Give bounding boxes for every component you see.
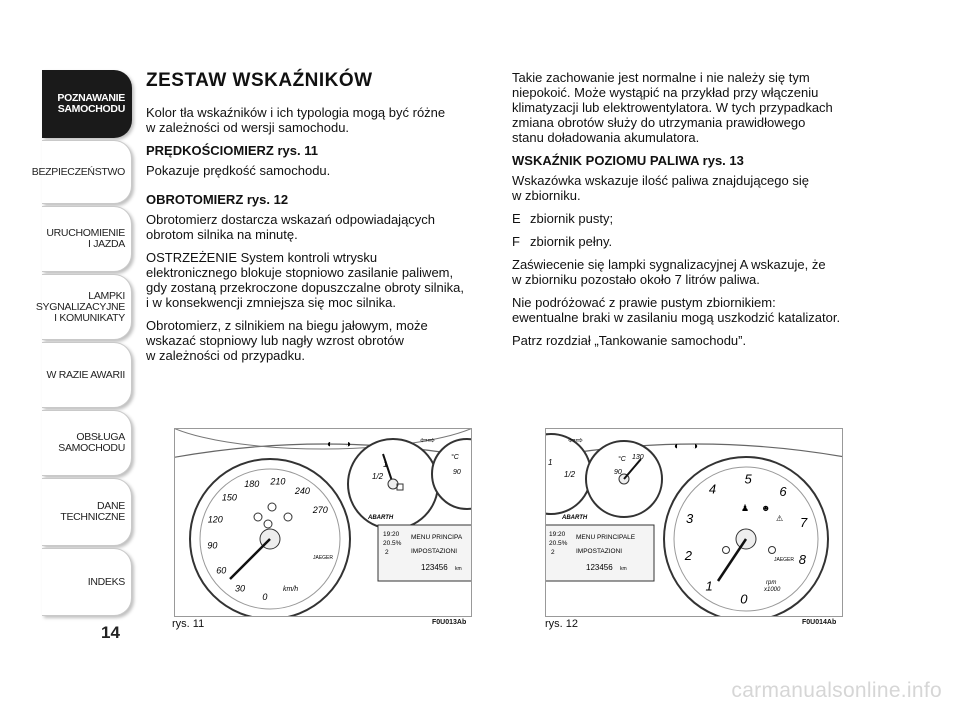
dial-tick-label: 210 <box>270 476 286 487</box>
display-time: 19:20 <box>549 531 566 538</box>
dial-tick-label: 8 <box>798 551 806 567</box>
speed-unit: km/h <box>283 586 299 593</box>
dial-tick-label: 0 <box>740 591 748 607</box>
fuel-scale-label: 1 <box>548 458 553 467</box>
fuel-gauge-heading: WSKAŹNIK POZIOMU PALIWA rys. 13 <box>512 153 744 168</box>
tab-uruchomienie-i-jazda[interactable]: URUCHOMIENIE I JAZDA <box>42 206 132 272</box>
list-item-empty <box>512 211 882 226</box>
figure-code: F0U014Ab <box>802 619 837 626</box>
maker-label: JAEGER <box>313 555 334 561</box>
light-indicator-icon: ◐ <box>327 439 334 450</box>
fuel-scale-label: 1/2 <box>564 470 576 479</box>
display-percent: 20.5% <box>549 540 568 547</box>
speedometer-text: Pokazuje prędkość samochodu. <box>146 163 331 178</box>
list-item-full <box>512 234 882 249</box>
figure-caption: rys. 11 <box>172 618 205 630</box>
display-odometer-unit: km <box>455 566 462 572</box>
dial-tick-label: 6 <box>779 484 787 500</box>
temperature-gauge-dial <box>432 439 471 509</box>
watermark: carmanualsonline.info <box>731 679 942 702</box>
seatbelt-icon: ♟ <box>741 503 750 513</box>
figure-code: F0U013Ab <box>432 619 467 626</box>
rpm-unit: rpm <box>766 580 777 586</box>
display-menu: MENU PRINCIPALE <box>576 534 636 541</box>
list-text: zbiornik pusty; <box>530 211 614 226</box>
dial-tick-label: 180 <box>244 478 260 489</box>
figure-caption: rys. 12 <box>545 618 579 630</box>
tab-poznawanie-samochodu[interactable]: POZNAWANIE SAMOCHODU <box>42 70 132 138</box>
dial-tick-label: 1 <box>705 578 713 594</box>
right-column <box>512 70 882 356</box>
display-odometer: 123456 <box>586 563 613 572</box>
display-odometer: 123456 <box>421 563 448 572</box>
dial-tick-label: 120 <box>207 514 223 525</box>
fuel-scale-label: 1/2 <box>372 472 384 481</box>
advice-paragraph: Nie podróżować z prawie pustym zbiornikiem: ewentualne braki w zasilaniu mogą uszkodzić katalizator. <box>512 295 841 325</box>
display-menu: MENU PRINCIPA <box>411 534 463 541</box>
tachometer-heading: OBROTOMIERZ rys. 12 <box>146 192 289 207</box>
dial-tick-label: 7 <box>800 514 808 530</box>
dial-tick-label: 90 <box>207 540 218 551</box>
turn-signal-icon: ⇦⇨ <box>568 435 584 445</box>
display-gear: 2 <box>551 549 555 556</box>
dial-tick-label: 30 <box>235 583 246 594</box>
fuel-gauge-text: Wskazówka wskazuje ilość paliwa znajdującego się w zbiorniku. <box>512 173 809 203</box>
dial-tick-label: 5 <box>744 471 752 487</box>
dial-tick-label: 60 <box>216 565 227 576</box>
dial-tick-label: 3 <box>686 510 694 526</box>
reference-paragraph: Patrz rozdział „Tankowanie samochodu”. <box>512 333 747 348</box>
airbag-icon: ☻ <box>761 503 771 513</box>
dial-tick-label: 0 <box>262 591 268 602</box>
tab-dane-techniczne[interactable]: DANE TECHNICZNE <box>42 478 132 546</box>
tab-obsluga-samochodu[interactable]: OBSŁUGA SAMOCHODU <box>42 410 132 476</box>
tachometer-illustration <box>546 429 842 616</box>
brand-logo: ABARTH <box>368 515 394 521</box>
list-key: F <box>512 234 520 249</box>
intro-paragraph: Kolor tła wskaźników i ich typologia mogą być różne w zależności od wersji samochodu. <box>146 105 446 135</box>
display-time: 19:20 <box>383 531 400 538</box>
list-key: E <box>512 211 521 226</box>
reserve-lamp-paragraph: Zaświecenie się lampki sygnalizacyjnej A wskazuje, że w zbiorniku pozostało około 7 litrów paliwa. <box>512 257 826 287</box>
high-beam-icon: ◑ <box>692 441 699 452</box>
temperature-value: 90 <box>614 469 622 476</box>
rpm-unit-multiplier: x1000 <box>764 587 781 593</box>
speedometer-illustration <box>175 429 471 616</box>
temperature-unit: °C <box>618 456 626 463</box>
display-gear: 2 <box>385 549 389 556</box>
brand-logo: ABARTH <box>562 515 588 521</box>
idle-paragraph: Obrotomierz, z silnikiem na biegu jałowym, może wskazać stopniowy lub nagły wzrost obrotów w zależności od przypadku. <box>146 318 428 363</box>
tab-lampki-sygnalizacyjne[interactable]: LAMPKI SYGNALIZACYJNE I KOMUNIKATY <box>42 274 132 340</box>
dial-tick-label: 240 <box>294 485 310 496</box>
maker-label: JAEGER <box>774 557 795 563</box>
high-beam-icon: ◑ <box>345 439 352 450</box>
left-column <box>146 70 491 371</box>
light-indicator-icon: ◐ <box>674 441 681 452</box>
display-settings: IMPOSTAZIONI <box>576 548 623 555</box>
page-number: 14 <box>101 623 120 642</box>
display-settings: IMPOSTAZIONI <box>411 548 458 555</box>
tab-bezpieczenstwo[interactable]: BEZPIECZEŃSTWO <box>42 140 132 204</box>
behavior-paragraph: Takie zachowanie jest normalne i nie należy się tym niepokoić. Może wystąpić na przykład przy włączeniu klimatyzacji lub elektrowentylatora. W tych przypadkach zmiana obrotów służy do utrzymania prawidłowego stanu doładowania akumulatora. <box>512 70 833 145</box>
section-title: ZESTAW WSKAŹNIKÓW <box>146 70 373 91</box>
speedometer-heading: PRĘDKOŚCIOMIERZ rys. 11 <box>146 143 318 158</box>
temperature-unit: °C <box>451 454 459 461</box>
tab-indeks[interactable]: INDEKS <box>42 548 132 616</box>
tachometer-text: Obrotomierz dostarcza wskazań odpowiadających obrotom silnika na minutę. <box>146 212 436 242</box>
figure-speedometer <box>174 428 472 617</box>
warning-paragraph: OSTRZEŻENIE System kontroli wtrysku elektronicznego blokuje stopniowo zasilanie paliwem, gdy zostaną przekroczone dopuszczalne obroty silnika, i w konsekwencji zmniejsza się moc silnika. <box>146 250 464 310</box>
display-percent: 20.5% <box>383 540 402 547</box>
dial-tick-label: 2 <box>684 547 692 563</box>
temperature-value: 90 <box>453 469 461 476</box>
dial-tick-label: 150 <box>221 492 237 503</box>
display-odometer-unit: km <box>620 566 627 572</box>
temperature-value: 130 <box>632 454 644 461</box>
list-text: zbiornik pełny. <box>530 234 613 249</box>
figure-tachometer <box>545 428 843 617</box>
tab-w-razie-awarii[interactable]: W RAZIE AWARII <box>42 342 132 408</box>
warning-lamp-icon: ⚠ <box>776 514 784 523</box>
dial-tick-label: 270 <box>312 505 328 515</box>
dial-tick-label: 4 <box>708 481 717 497</box>
turn-signal-icon: ⇦⇨ <box>420 435 436 445</box>
fuel-scale-label: 1 <box>383 460 388 469</box>
